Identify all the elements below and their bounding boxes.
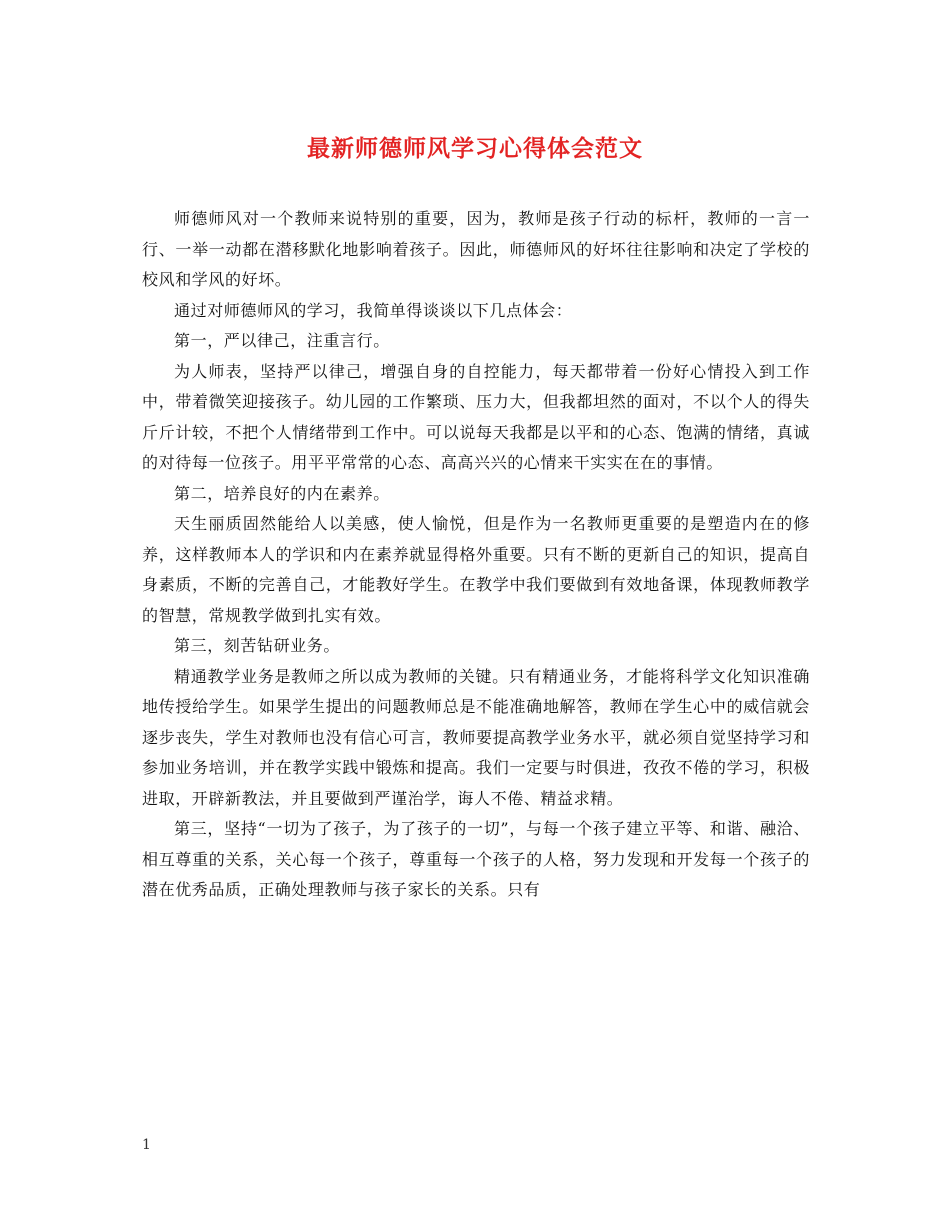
paragraph-section-1: 为人师表，坚持严以律己，增强自身的自控能力，每天都带着一份好心情投入到工作中，带着微笑迎接孩子。幼儿园的工作繁琐、压力大，但我都坦然的面对，不以个人的得失斤斤计较，不把个人情绪带到工作中。可以说每天我都是以平和的心态、饱满的情绪，真诚的对待每一位孩子。用平平常常的心态、高高兴兴的心情来干实实在在的事情。: [142, 361, 810, 472]
paragraph-lead-in: 通过对师德师风的学习，我简单得谈谈以下几点体会：: [174, 300, 573, 320]
document-body: [142, 204, 810, 906]
page-number: 1: [142, 1137, 151, 1153]
paragraph-section-3: 精通教学业务是教师之所以成为教师的关键。只有精通业务，才能将科学文化知识准确地传授给学生。如果学生提出的问题教师总是不能准确地解答，教师在学生心中的威信就会逐步丧失，学生对教师也没有信心可言，教师要提高教学业务水平，就必须自觉坚持学习和参加业务培训，并在教学实践中锻炼和提高。我们一定要与时俱进，孜孜不倦的学习，积极进取，开辟新教法，并且要做到严谨治学，诲人不倦、精益求精。: [142, 666, 810, 808]
document-title: 最新师德师风学习心得体会范文: [307, 135, 643, 162]
paragraph-intro: 师德师风对一个教师来说特别的重要，因为，教师是孩子行动的标杆，教师的一言一行、一举一动都在潜移默化地影响着孩子。因此，师德师风的好坏往往影响和决定了学校的校风和学风的好坏。: [142, 209, 810, 289]
paragraph-section-2: 天生丽质固然能给人以美感，使人愉悦，但是作为一名教师更重要的是塑造内在的修养，这样教师本人的学识和内在素养就显得格外重要。只有不断的更新自己的知识，提高自身素质，不断的完善自己，才能教好学生。在教学中我们要做到有效地备课，体现教师教学的智慧，常规教学做到扎实有效。: [142, 514, 810, 625]
section-heading-2: 第二，培养良好的内在素养。: [174, 483, 390, 503]
paragraph-section-4: 第三，坚持“一切为了孩子，为了孩子的一切”，与每一个孩子建立平等、和谐、融洽、相互尊重的关系，关心每一个孩子，尊重每一个孩子的人格，努力发现和开发每一个孩子的潜在优秀品质，正确处理教师与孩子家长的关系。只有: [142, 819, 810, 899]
section-heading-1: 第一，严以律己，注重言行。: [174, 331, 390, 350]
section-heading-3: 第三，刻苦钻研业务。: [174, 636, 341, 655]
